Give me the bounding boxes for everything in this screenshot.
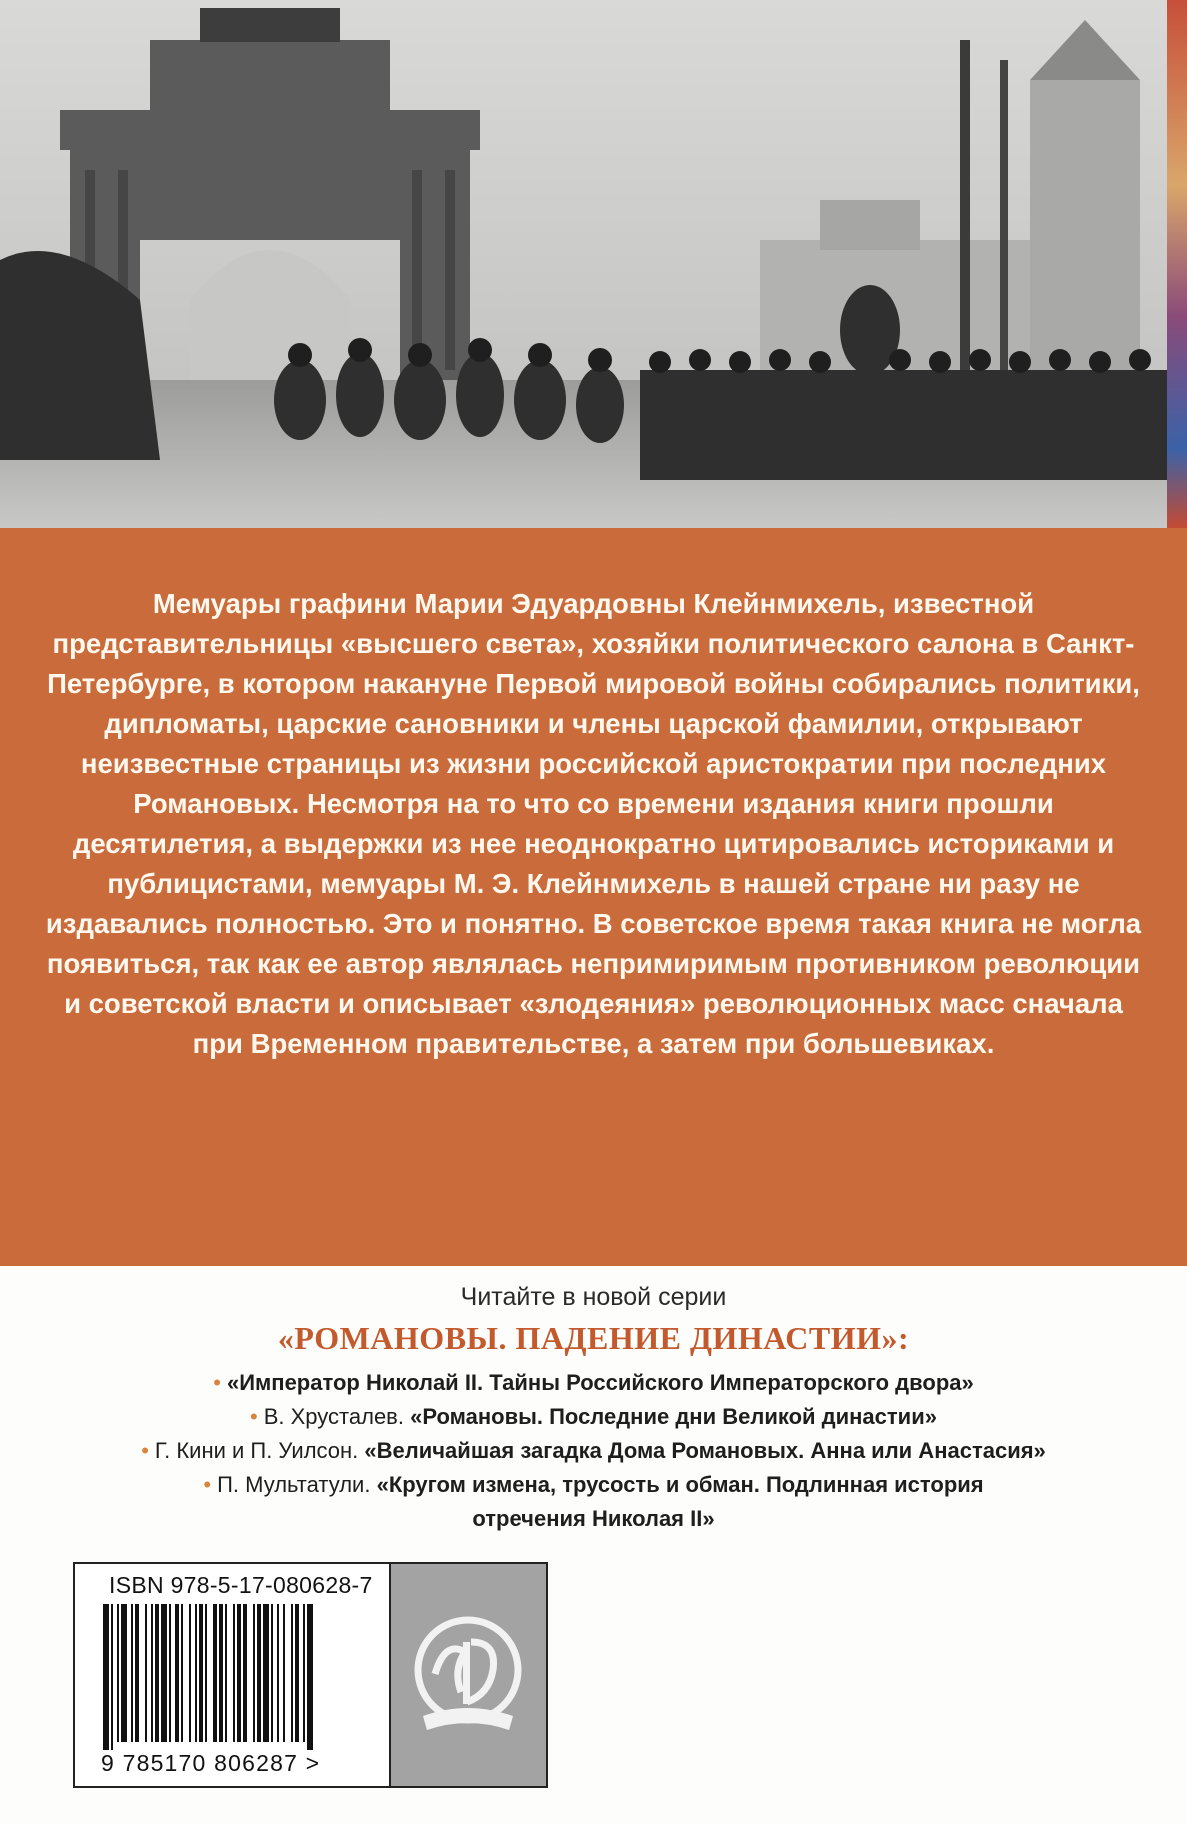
- book-title: «Романовы. Последние дни Великой династии»: [410, 1404, 937, 1429]
- list-item: [0, 1366, 1187, 1400]
- book-author: П. Мультатули.: [217, 1472, 371, 1497]
- series-section: [0, 1280, 1187, 1536]
- isbn-barcode-block: [73, 1562, 391, 1788]
- description-text: Мемуары графини Марии Эдуардовны Клейнмихель, известной представительницы «высшего света», хозяйки политического салона в Санкт-Петербурге, в котором накануне Первой мировой войны собирались политики, дипломаты, царские сановники и члены царской фамилии, открывают неизвестные страницы из жизни российской аристократии при последних Романовых. Несмотря на то что со времени издания книги прошли десятилетия, а выдержки из нее неоднократно цитировались историками и публицистами, мемуары М. Э. Клейнмихель в нашей стране ни разу не издавались полностью. Это и понятно. В советское время такая книга не могла появиться, так как ее автор являлась непримиримым противником революции и советской власти и описывает «злодеяния» революционных масс сначала при Временном правительстве, а затем при большевиках.: [45, 588, 1142, 1059]
- cover-edge-strip: [1167, 0, 1187, 528]
- list-item: [0, 1434, 1187, 1468]
- description-panel: [0, 528, 1187, 1266]
- list-item: [0, 1468, 1187, 1536]
- book-list: [0, 1366, 1187, 1536]
- barcode-digits: 9 785170 806287 >: [101, 1750, 321, 1776]
- bullet-icon: •: [203, 1472, 212, 1497]
- book-author: В. Хрусталев.: [263, 1404, 404, 1429]
- book-title: «Кругом измена, трусость и обман. Подлинная история отречения Николая II»: [376, 1472, 984, 1531]
- bullet-icon: •: [250, 1404, 258, 1429]
- publisher-logo-block: [391, 1562, 548, 1788]
- series-title: «РОМАНОВЫ. ПАДЕНИЕ ДИНАСТИИ»:: [277, 1320, 910, 1356]
- list-item: [0, 1400, 1187, 1434]
- barcode-icon: [103, 1604, 365, 1750]
- book-title: «Величайшая загадка Дома Романовых. Анна или Анастасия»: [364, 1438, 1046, 1463]
- bullet-icon: •: [141, 1438, 149, 1463]
- bullet-icon: •: [213, 1370, 221, 1395]
- publisher-logo-icon: [405, 1612, 531, 1742]
- historical-photo-arch-procession-icon: [0, 0, 1187, 528]
- book-title: «Император Николай II. Тайны Российского Императорского двора»: [226, 1370, 974, 1395]
- series-intro: Читайте в новой серии: [460, 1283, 727, 1311]
- cover-photo: [0, 0, 1187, 528]
- isbn-label: ISBN 978-5-17-080628-7: [109, 1572, 373, 1598]
- book-author: Г. Кини и П. Уилсон.: [154, 1438, 359, 1463]
